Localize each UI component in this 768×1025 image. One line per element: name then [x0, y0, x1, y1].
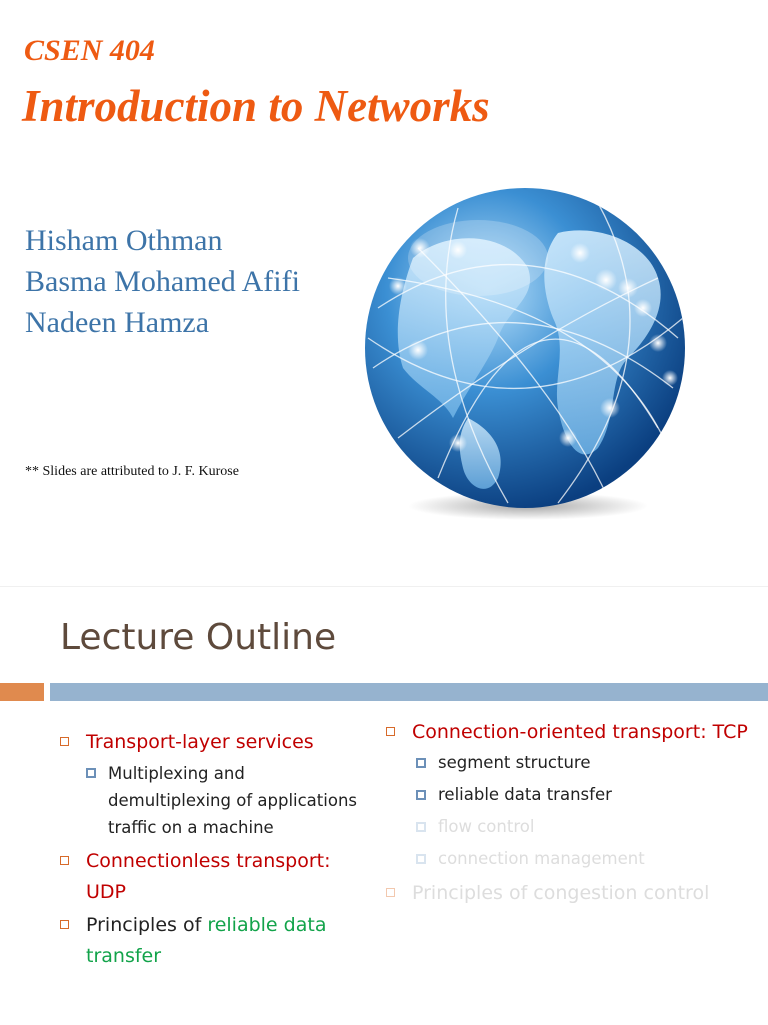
outline-subitem-text: Multiplexing and demultiplexing of applications traffic on a machine	[108, 764, 357, 837]
square-bullet-icon	[416, 758, 426, 768]
outline-item	[60, 846, 360, 908]
course-code: CSEN 404	[24, 34, 155, 67]
outline-subitem	[416, 814, 756, 840]
outline-subitem	[416, 782, 756, 808]
outline-subitem-text: reliable data transfer	[438, 785, 612, 804]
outline-item-highlight: reliable data transfer	[86, 914, 327, 967]
outline-item-text: Connectionless transport: UDP	[86, 850, 331, 903]
outline-item	[386, 878, 756, 909]
outline-slide	[0, 586, 768, 1025]
square-bullet-icon	[416, 854, 426, 864]
square-bullet-icon	[386, 727, 395, 736]
slide-title: Lecture Outline	[60, 617, 337, 658]
outline-subitem	[86, 760, 360, 841]
course-title: Introduction to Networks	[22, 81, 490, 131]
square-bullet-icon	[386, 888, 395, 897]
author-list	[25, 220, 300, 343]
outline-right-column	[386, 717, 756, 911]
accent-bar	[0, 683, 44, 701]
outline-item-text: Principles of congestion control	[412, 882, 710, 904]
square-bullet-icon	[86, 768, 96, 778]
author-name: Nadeen Hamza	[25, 306, 210, 339]
outline-item	[60, 727, 360, 758]
square-bullet-icon	[60, 856, 69, 865]
outline-subitem	[416, 846, 756, 872]
square-bullet-icon	[60, 920, 69, 929]
square-bullet-icon	[60, 737, 69, 746]
outline-subitem-text: flow control	[438, 817, 535, 836]
square-bullet-icon	[416, 790, 426, 800]
outline-left-column	[60, 727, 360, 974]
globe-network-illustration	[358, 188, 692, 522]
outline-item-text: Connection-oriented transport: TCP	[412, 721, 748, 743]
outline-subitem-text: segment structure	[438, 753, 591, 772]
header-rule-bar	[50, 683, 768, 701]
outline-item	[60, 910, 360, 972]
square-bullet-icon	[416, 822, 426, 832]
outline-subitem	[416, 750, 756, 776]
author-name: Basma Mohamed Afifi	[25, 265, 300, 298]
outline-subitem-text: connection management	[438, 849, 645, 868]
outline-item-text: Transport-layer services	[86, 731, 314, 753]
author-name: Hisham Othman	[25, 224, 223, 257]
outline-item	[386, 717, 756, 748]
outline-item-text-prefix: Principles of	[86, 914, 208, 936]
attribution-note: ** Slides are attributed to J. F. Kurose	[25, 464, 239, 479]
